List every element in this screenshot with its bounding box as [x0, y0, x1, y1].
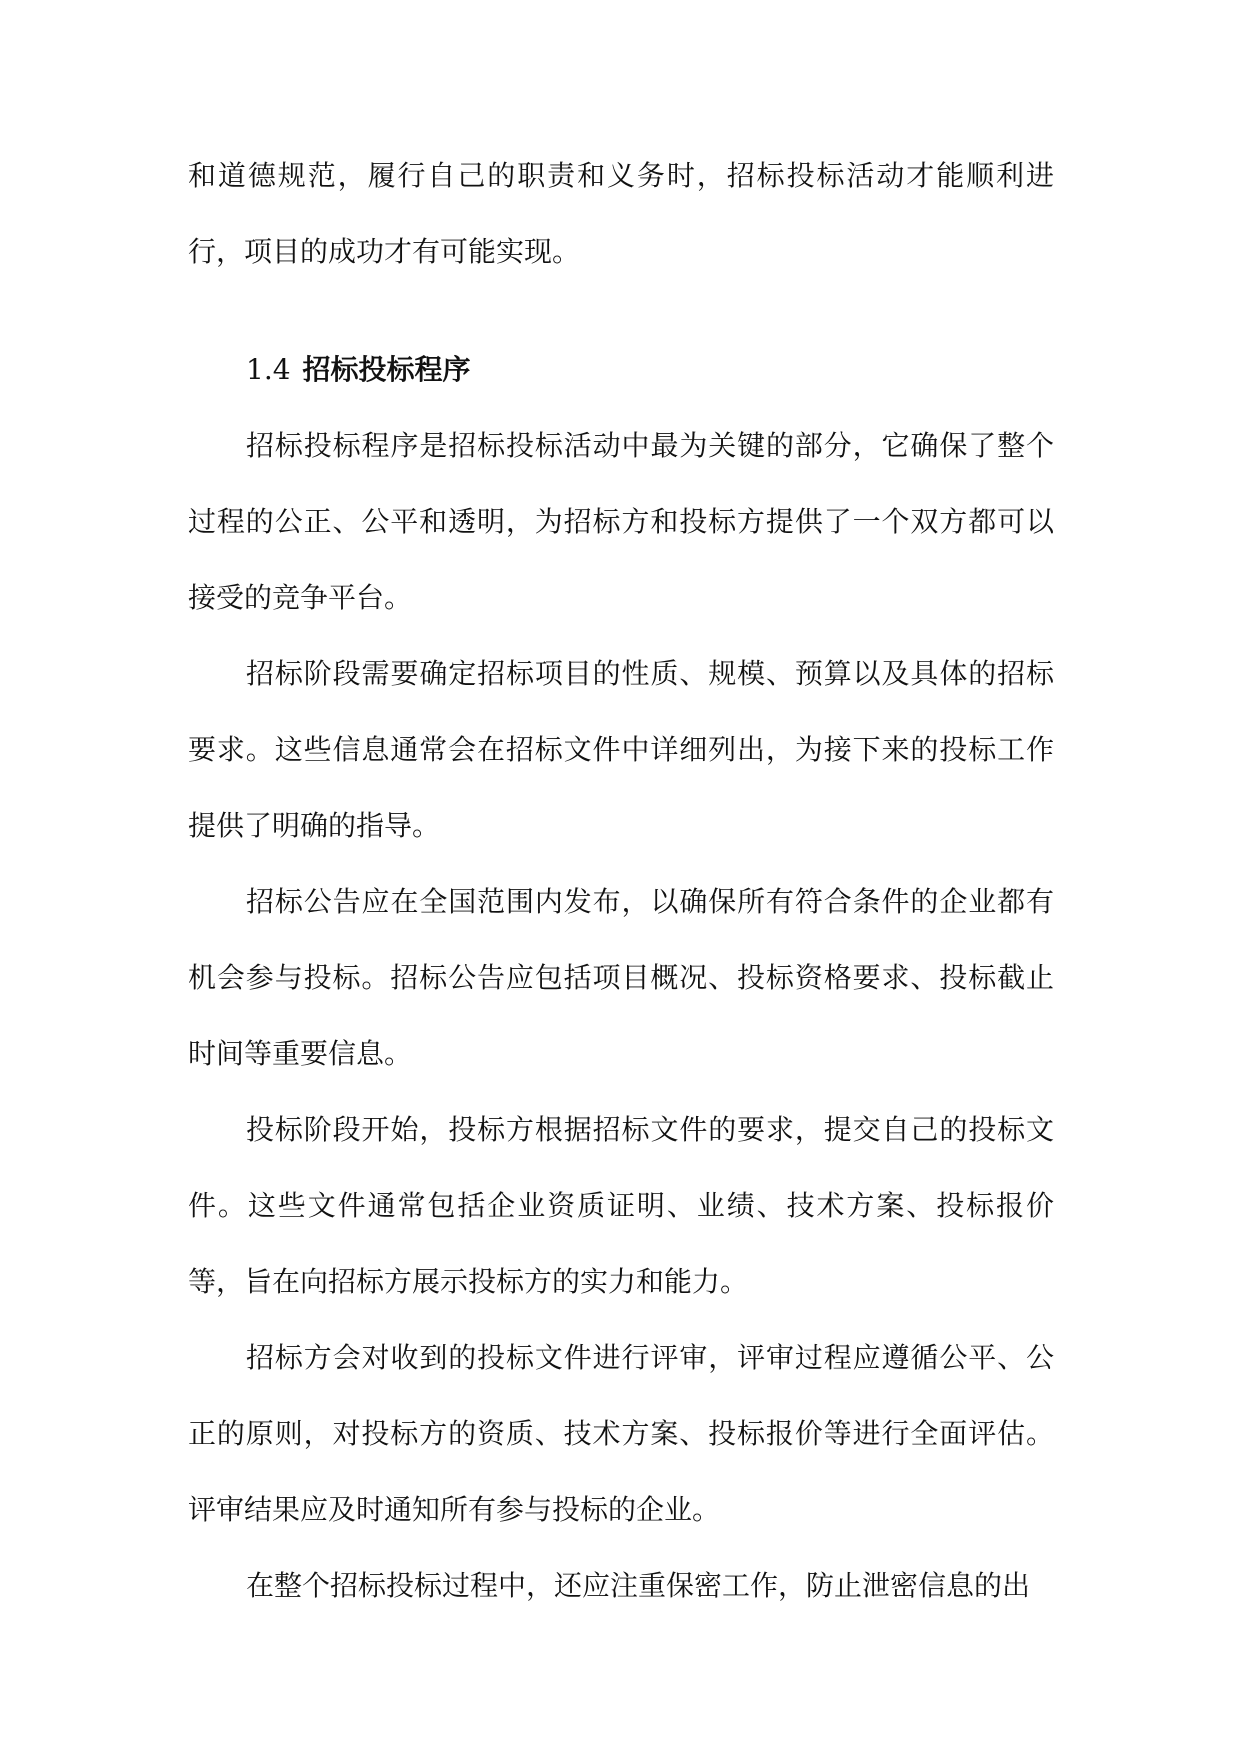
section-number: 1.4 — [246, 353, 291, 386]
document-body — [188, 138, 1054, 1624]
paragraph-3: 招标公告应在全国范围内发布，以确保所有符合条件的企业都有机会参与投标。招标公告应包括项目概况、投标资格要求、投标截止时间等重要信息。 — [188, 885, 1054, 1070]
paragraph-2: 招标阶段需要确定招标项目的性质、规模、预算以及具体的招标要求。这些信息通常会在招标文件中详细列出，为接下来的投标工作提供了明确的指导。 — [188, 657, 1054, 842]
paragraph-4: 投标阶段开始，投标方根据招标文件的要求，提交自己的投标文件。这些文件通常包括企业资质证明、业绩、技术方案、投标报价等，旨在向招标方展示投标方的实力和能力。 — [188, 1113, 1054, 1298]
paragraph-1: 招标投标程序是招标投标活动中最为关键的部分，它确保了整个过程的公正、公平和透明，为招标方和投标方提供了一个双方都可以接受的竞争平台。 — [188, 429, 1054, 614]
section-title: 招标投标程序 — [302, 353, 471, 386]
paragraph-6: 在整个招标投标过程中，还应注重保密工作，防止泄密信息的出 — [246, 1569, 1031, 1602]
section-heading — [188, 332, 1054, 408]
paragraph-continuation: 和道德规范，履行自己的职责和义务时，招标投标活动才能顺利进行，项目的成功才有可能实现。 — [188, 159, 1054, 268]
paragraph-5: 招标方会对收到的投标文件进行评审，评审过程应遵循公平、公正的原则，对投标方的资质、技术方案、投标报价等进行全面评估。评审结果应及时通知所有参与投标的企业。 — [188, 1341, 1054, 1526]
